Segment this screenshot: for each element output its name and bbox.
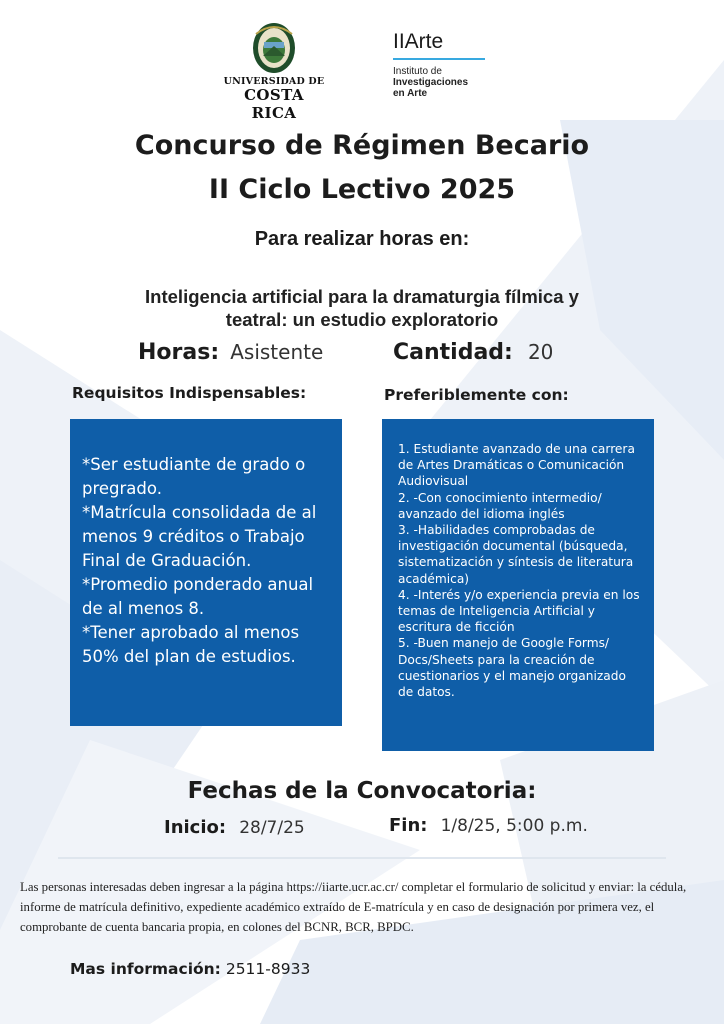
divider <box>58 857 666 859</box>
project-title <box>0 285 724 331</box>
ucr-seal-icon <box>252 22 296 74</box>
title-line-1: Concurso de Régimen Becario <box>134 130 590 161</box>
fin-row <box>389 815 588 836</box>
iiarte-name: IIArte <box>393 30 444 53</box>
inicio-value: 28/7/25 <box>239 818 305 838</box>
horas-label: Horas: <box>138 340 220 365</box>
requisito-item: *Matrícula consolidada de al menos 9 créditos o Trabajo Final de Graduación. <box>82 503 317 570</box>
fin-label: Fin: <box>389 815 428 836</box>
iiarte-sub-line2: Investigaciones <box>393 77 469 88</box>
project-title-line2: teatral: un estudio exploratorio <box>225 309 499 330</box>
iiarte-sub-line1: Instituto de <box>393 66 442 77</box>
ucr-logo <box>222 22 326 122</box>
fechas-heading: Fechas de la Convocatoria: <box>187 778 537 804</box>
more-info <box>70 960 310 978</box>
project-title-line1: Inteligencia artificial para la dramaturgia fílmica y <box>145 286 579 307</box>
more-info-label: Mas información: <box>70 960 221 978</box>
fin-value: 1/8/25, 5:00 p.m. <box>440 816 588 836</box>
inicio-row <box>164 817 305 838</box>
preferible-item: 1. Estudiante avanzado de una carrera de Artes Dramáticas o Comunicación Audiovisual <box>398 442 635 489</box>
requisito-item: *Promedio ponderado anual de al menos 8. <box>82 575 314 618</box>
ucr-name-line2: COSTA RICA <box>244 86 304 122</box>
preferible-item: 5. -Buen manejo de Google Forms/ Docs/Sheets para la creación de cuestionarios y el manejo organizado de datos. <box>398 636 626 700</box>
footer-instructions: Las personas interesadas deben ingresar a la página https://iiarte.ucr.ac.cr/ completar el formulario de solicitud y enviar: la cédula, informe de matrícula definitivo, expediente académico extraído de E-matrícula y en caso de designación por primera vez, el comprobante de cuenta bancaria propia, en colones del BCNR, BCR, BPDC. <box>20 880 687 934</box>
inicio-label: Inicio: <box>164 817 227 838</box>
requisito-item: *Ser estudiante de grado o pregrado. <box>82 455 306 498</box>
preferible-heading: Preferiblemente con: <box>384 386 569 404</box>
preferible-item: 2. -Con conocimiento intermedio/ avanzado del idioma inglés <box>398 490 602 521</box>
more-info-phone: 2511-8933 <box>225 960 311 978</box>
requisitos-box <box>70 419 342 726</box>
horas-row <box>138 340 323 365</box>
iiarte-logo <box>393 30 503 105</box>
iiarte-rule <box>393 58 485 60</box>
preferible-item: 4. -Interés y/o experiencia previa en los temas de Inteligencia Artificial y escritura de ficción <box>398 587 640 635</box>
cantidad-value: 20 <box>527 340 554 364</box>
cantidad-label: Cantidad: <box>393 340 513 365</box>
preferible-item: 3. -Habilidades comprobadas de investigación documental (búsqueda, sistematización y síntesis de literatura académica) <box>398 523 634 586</box>
title-line-2: II Ciclo Lectivo 2025 <box>208 174 516 205</box>
iiarte-sub-line3: en Arte <box>393 88 428 99</box>
preferible-box <box>382 419 654 751</box>
requisitos-heading: Requisitos Indispensables: <box>72 384 307 402</box>
subheading: Para realizar horas en: <box>254 228 470 250</box>
iiarte-subtitle <box>393 66 468 99</box>
cantidad-row <box>393 340 553 365</box>
horas-value: Asistente <box>230 340 324 364</box>
requisito-item: *Tener aprobado al menos 50% del plan de estudios. <box>82 623 300 666</box>
ucr-name-line1: UNIVERSIDAD DE <box>223 76 325 87</box>
